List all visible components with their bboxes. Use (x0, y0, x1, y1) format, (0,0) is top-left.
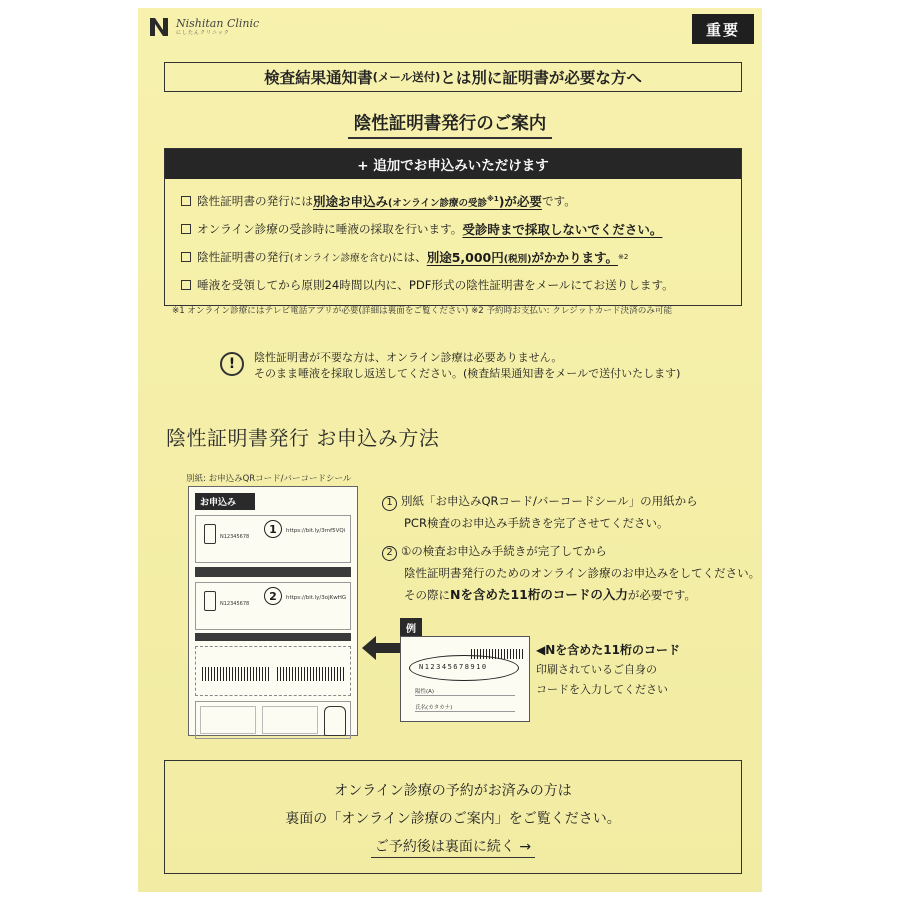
info-text: 陰性証明書の発行には (197, 194, 313, 208)
sample-barcodes (195, 646, 351, 696)
bottom-line: 裏面の「オンライン診療のご案内」をご覧ください。 (285, 811, 621, 827)
info-emphasis-text: 別途5,000円 (426, 250, 504, 265)
footnote: ※1 オンライン診療にはテレビ電話アプリが必要(詳細は裏面をご覧ください) ※2 予約時お支払い: クレジットカード決済のみ可能 (172, 306, 673, 316)
example-field-label: 氏名(カタカナ) (415, 705, 453, 711)
main-title-wrap (138, 110, 762, 139)
step-text: PCR検査のお申込み手続きを完了させてください。 (404, 516, 669, 530)
smartphone-icon (204, 591, 216, 611)
sample-qr-block (195, 582, 351, 630)
info-emphasis-text: がかかります。 (531, 250, 618, 265)
sample-qr-block (195, 515, 351, 563)
info-text: 唾液を受領してから原則24時間以内に、PDF形式の陰性証明書をメールにてお送りします。 (197, 278, 674, 292)
code-note-line: コードを入力してください (536, 683, 668, 696)
info-small-text: (オンライン診療を含む) (289, 253, 392, 264)
sample-caption: 別紙: お申込みQRコード/バーコードシール (186, 474, 352, 484)
example-field-line (415, 711, 515, 712)
sample-label-area (262, 706, 318, 734)
info-list (165, 179, 741, 299)
sample-code: N12345678 (220, 534, 250, 540)
continue-on-back-link[interactable]: ご予約後は裏面に続く → (371, 837, 535, 858)
step-text-part: その際に (404, 588, 450, 602)
info-text: 陰性証明書の発行 (197, 250, 290, 264)
example-sticker (400, 636, 530, 722)
code-note-title: ◀Nを含めた11桁のコード (536, 643, 680, 657)
smartphone-icon (204, 524, 216, 544)
clinic-logo-mark-icon (148, 16, 170, 38)
sample-sheet-image (188, 486, 358, 736)
checkbox-icon (181, 224, 191, 234)
exclamation-icon: ! (220, 352, 244, 376)
step-text-part: が必要です。 (627, 588, 696, 602)
step-2 (382, 540, 760, 562)
sample-step-number: 2 (264, 587, 282, 605)
notice-line: そのまま唾液を採取し返送してください。(検査結果通知書をメールで送付いたします) (254, 367, 681, 380)
example-field-label: 陽性(A) (415, 689, 435, 695)
step-emphasis: Nを含めた11桁のコードの入力 (450, 587, 628, 602)
info-item (181, 187, 741, 215)
checkbox-icon (181, 252, 191, 262)
info-emphasis: 受診時まで採取しないでください。 (462, 222, 663, 237)
info-text: です。 (541, 194, 576, 208)
sample-url: https://bit.ly/3ojKwHG (286, 595, 347, 601)
info-emphasis (313, 192, 542, 210)
barcode-icon (202, 667, 269, 681)
logo-sub-text: にしたんクリニック (176, 30, 230, 36)
info-emphasis-text: 別途お申込み (312, 194, 388, 209)
sample-label-area (200, 706, 256, 734)
info-text: には、 (391, 250, 427, 264)
sample-tube-icon (324, 706, 346, 736)
step-text (382, 584, 760, 606)
info-small-text: (税別) (503, 254, 532, 265)
subject-part1: 検査結果通知書 (264, 69, 373, 87)
logo-script-text: Nishitan Clinic (176, 17, 260, 30)
sample-card-title: お申込み (195, 493, 255, 510)
step-number: 1 (382, 496, 397, 511)
info-item (181, 215, 741, 243)
subject-small: (メール送付) (372, 70, 441, 84)
subject-part2: とは別に証明書が必要な方へ (440, 69, 642, 87)
info-box (164, 148, 742, 306)
main-title: 陰性証明書発行のご案内 (348, 110, 553, 139)
checkbox-icon (181, 280, 191, 290)
barcode-icon (277, 667, 344, 681)
sample-code: N12345678 (220, 601, 250, 607)
important-badge: 重要 (692, 14, 754, 44)
step-number: 2 (382, 546, 397, 561)
arrow-left-icon (362, 636, 400, 660)
section-heading: 陰性証明書発行 お申込み方法 (166, 426, 440, 450)
bottom-line: オンライン診療の予約がお済みの方は (334, 783, 572, 799)
clinic-logo (148, 16, 259, 38)
bottom-box (164, 760, 742, 874)
info-item (181, 243, 741, 271)
sample-bottom (195, 701, 351, 739)
sample-step-number: 1 (264, 520, 282, 538)
info-emphasis-text: )が必要 (498, 194, 542, 209)
example-field-line (415, 695, 515, 696)
code-note (536, 640, 680, 700)
step-text: ①の検査お申込み手続きが完了してから (401, 544, 607, 558)
example-code: N12345678910 (419, 663, 488, 671)
info-item (181, 271, 741, 299)
footnote-mark: ※1 (487, 194, 499, 203)
leaflet-sheet (138, 8, 762, 892)
sample-divider (195, 567, 351, 577)
document-subject (164, 62, 742, 92)
notice-line: 陰性証明書が不要な方は、オンライン診療は必要ありません。 (254, 351, 563, 364)
notice-text (254, 350, 680, 382)
steps (382, 490, 760, 606)
checkbox-icon (181, 196, 191, 206)
step-text: 陰性証明書発行のためのオンライン診療のお申込みをしてください。 (404, 566, 761, 580)
info-emphasis (427, 248, 618, 266)
info-small-text: (オンライン診療の受診 (387, 198, 488, 209)
info-text: オンライン診療の受診時に唾液の採取を行います。 (197, 222, 463, 236)
code-note-line: 印刷されているご自身の (536, 663, 657, 676)
sample-divider (195, 633, 351, 641)
step-text: 別紙「お申込みQRコード/バーコードシール」の用紙から (401, 494, 698, 508)
example-label: 例 (400, 618, 422, 636)
info-box-header: + 追加でお申込みいただけます (165, 149, 741, 179)
sample-url: https://bit.ly/3mf5VQi (286, 528, 346, 534)
step-1 (382, 490, 760, 512)
footnote-mark: ※2 (617, 253, 629, 261)
